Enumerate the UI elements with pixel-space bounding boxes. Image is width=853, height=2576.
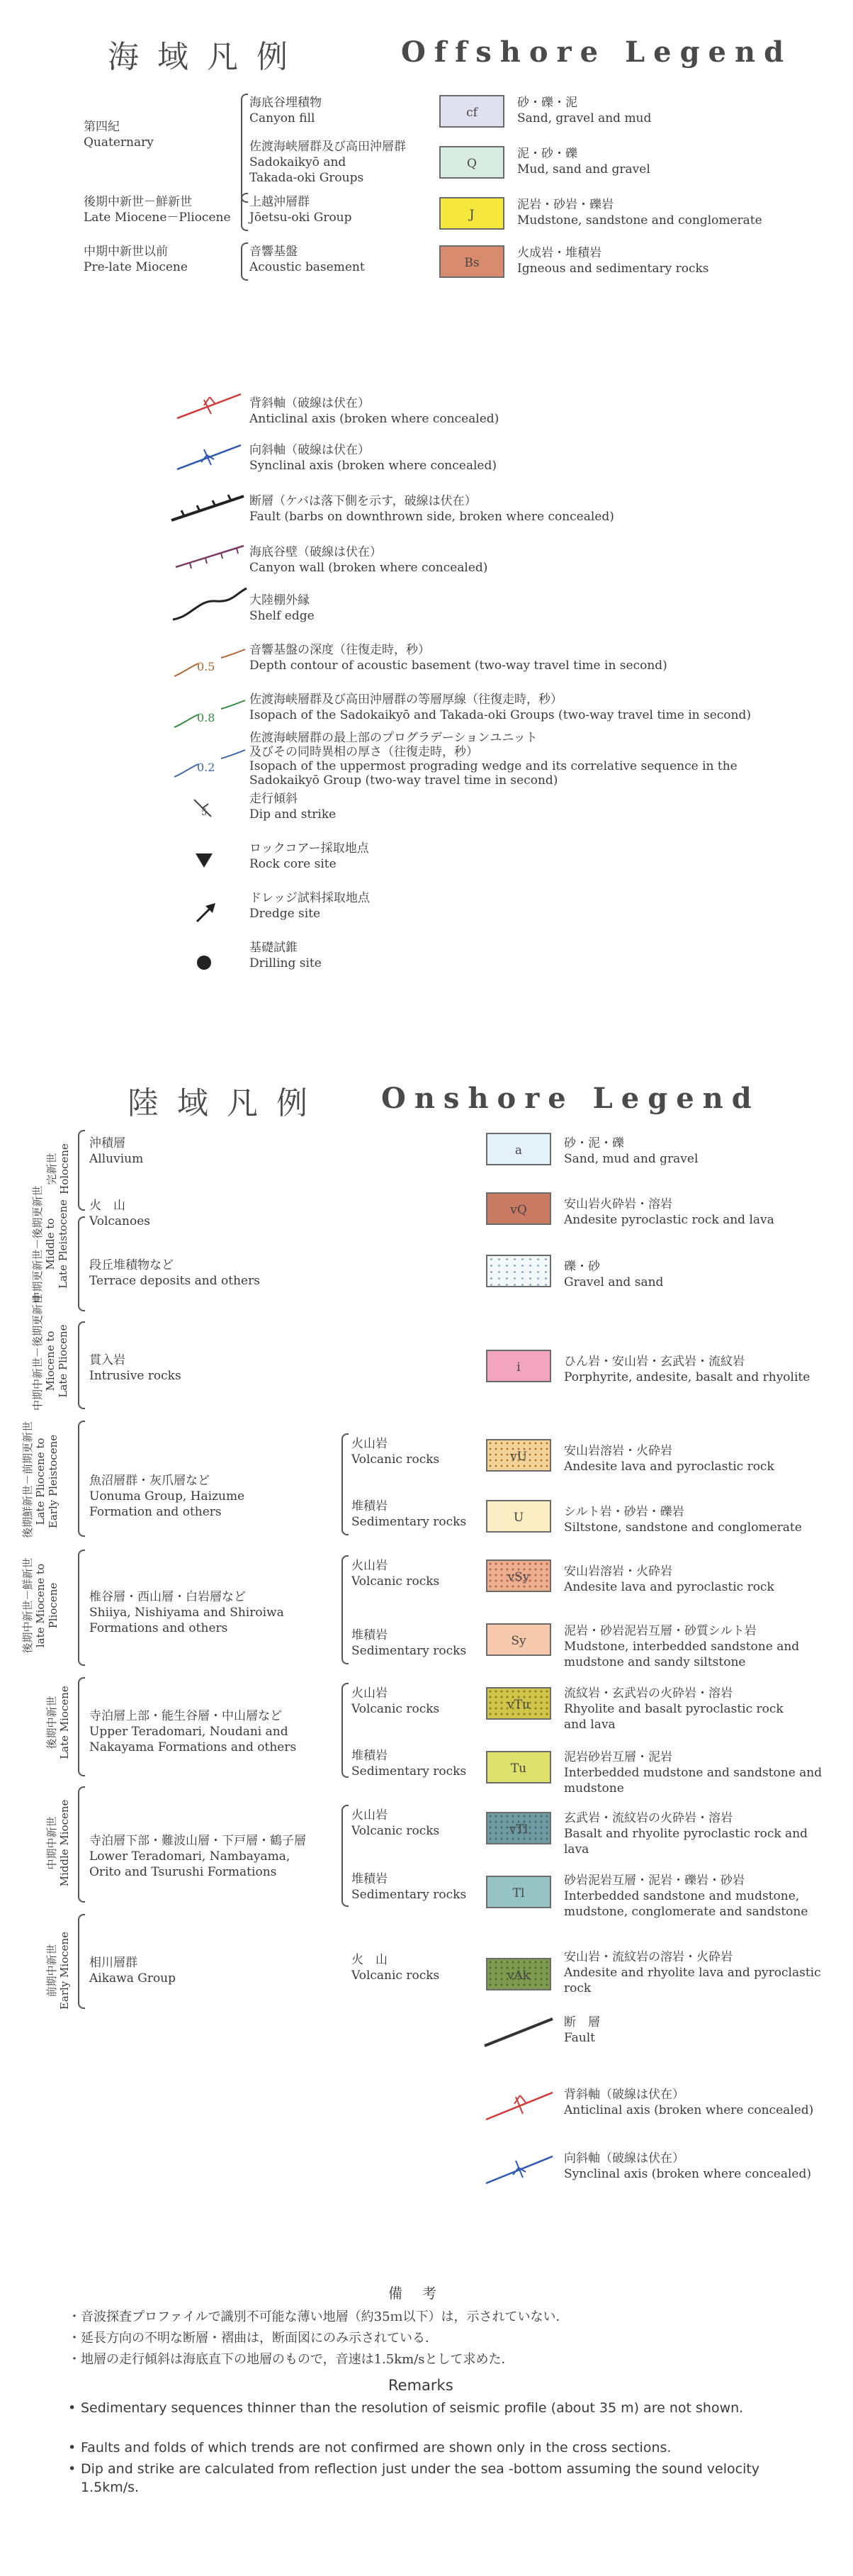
unit-desc-en: mudstone	[564, 1781, 624, 1796]
brace	[78, 1130, 85, 1211]
unit-desc-jp: ひん岩・安山岩・玄武岩・流紋岩	[564, 1355, 745, 1369]
unit-swatch-tu: Tu	[486, 1751, 551, 1783]
symbol-en: Anticlinal axis (broken where concealed)	[564, 2103, 814, 2117]
symbol-jp: 向斜軸（破線は伏在）	[249, 443, 370, 457]
unit-swatch-vtu: vTu	[486, 1687, 551, 1720]
unit-swatch-vtl: vTl	[486, 1812, 551, 1844]
formation-en: Nakayama Formations and others	[89, 1740, 297, 1754]
formation-en: Formations and others	[89, 1621, 228, 1635]
unit-desc-en: Basalt and rhyolite pyroclastic rock and	[564, 1827, 808, 1841]
brace	[78, 1914, 85, 2009]
unit-swatch-j: J	[439, 197, 504, 230]
unit-swatch-bs: Bs	[439, 245, 504, 278]
symbol-en: Isopach of the uppermost prograding wedge and its correlative sequence in the	[249, 759, 738, 773]
symbol-en: Canyon wall (broken where concealed)	[249, 561, 488, 575]
unit-desc-en: Porphyrite, andesite, basalt and rhyolite	[564, 1370, 810, 1384]
fault-icon	[171, 495, 244, 520]
onshore-symbol-icons	[482, 2006, 560, 2190]
symbol-en: Shelf edge	[249, 609, 315, 623]
symbol-jp: 走行傾斜	[249, 792, 298, 806]
symbol-jp: ドレッジ試料採取地点	[249, 891, 370, 905]
age-en: Late Miocene－Pliocene	[84, 211, 231, 225]
remarks-item-en: • Sedimentary sequences thinner than the resolution of seismic profile (about 35 m) are not shown.	[68, 2400, 744, 2416]
unit-desc-en: Siltstone, sandstone and conglomerate	[564, 1521, 802, 1535]
symbol-en: Synclinal axis (broken where concealed)	[564, 2167, 811, 2181]
remarks-item-en: • Dip and strike are calculated from reflection just under the sea -bottom assuming the sound velocity 1.5km/s.	[68, 2461, 760, 2495]
brace	[78, 1550, 85, 1666]
symbol-en: Fault	[564, 2031, 595, 2045]
rocktype-jp: 火山岩	[351, 1437, 388, 1451]
symbol-en: Synclinal axis (broken where concealed)	[249, 459, 497, 473]
remarks-item-jp: ・地層の走行傾斜は海底直下の地層のもので，音速は1.5km/sとして求めた．	[68, 2352, 514, 2367]
unit-desc-en: and lava	[564, 1718, 616, 1732]
rocktype-jp: 堆積岩	[351, 1628, 388, 1642]
rocktype-en: Sedimentary rocks	[351, 1644, 467, 1658]
unit-desc-en: Mudstone, interbedded sandstone and	[564, 1640, 800, 1654]
unit-desc-jp: 安山岩・流紋岩の溶岩・火砕岩	[564, 1950, 733, 1964]
formation-jp: 寺泊層下部・難波山層・下戸層・鶴子層	[89, 1834, 306, 1848]
rocktype-jp: 火山岩	[351, 1808, 388, 1822]
rocktype-en: Sedimentary rocks	[351, 1888, 467, 1902]
brace	[341, 1433, 349, 1535]
formation-jp: 椎谷層・西山層・白岩層など	[89, 1590, 246, 1604]
onshore-title-en: Onshore Legend	[381, 1082, 760, 1115]
age-label: 中期更新世－後期更新世 Middle to Late Pleistocene	[31, 1185, 69, 1303]
age-jp: 後期中新世－鮮新世	[84, 195, 192, 209]
unit-desc-jp: 泥・砂・礫	[517, 147, 577, 161]
unit-name-en: Acoustic basement	[249, 260, 365, 274]
unit-desc-en: Interbedded sandstone and mudstone,	[564, 1889, 800, 1903]
unit-name-en: Takada-oki Groups	[249, 171, 364, 185]
rocktype-jp: 火山岩	[351, 1559, 388, 1573]
unit-desc-en: Andesite lava and pyroclastic rock	[564, 1580, 774, 1594]
unit-name-jp: 音響基盤	[249, 245, 298, 259]
age-jp: 第四紀	[84, 120, 120, 134]
unit-desc-jp: 安山岩火砕岩・溶岩	[564, 1197, 672, 1211]
symbol-jp: 及びその同時異相の厚さ（往復走時，秒）	[249, 745, 478, 759]
age-label: 後期中新世 Late Miocene	[45, 1686, 71, 1759]
unit-swatch-vsy: vSy	[486, 1559, 551, 1592]
rocktype-jp: 火山岩	[351, 1686, 388, 1701]
unit-swatch-vq: vQ	[486, 1192, 551, 1225]
unit-swatch-u: U	[486, 1500, 551, 1533]
unit-desc-en: Rhyolite and basalt pyroclastic rock	[564, 1702, 784, 1716]
symbol-en: Isopach of the Sadokaikyō and Takada-oki Groups (two-way travel time in second)	[249, 708, 751, 722]
unit-desc-en: Andesite and rhyolite lava and pyroclastic	[564, 1966, 821, 1980]
rock-core-icon	[196, 853, 213, 868]
offshore-title-jp: 海域凡例	[108, 39, 306, 75]
unit-desc-jp: 泥岩・砂岩泥岩互層・砂質シルト岩	[564, 1624, 757, 1638]
rocktype-en: Volcanic rocks	[351, 1824, 440, 1838]
shelf-edge-icon	[173, 588, 247, 620]
offshore-symbol-icons	[170, 388, 255, 984]
symbol-jp: 基礎試錐	[249, 941, 298, 955]
unit-desc-jp: 砂・泥・礫	[564, 1136, 624, 1150]
unit-name-en: Jōetsu-oki Group	[249, 211, 352, 225]
remarks-item-en: • Faults and folds of which trends are not confirmed are shown only in the cross sections.	[68, 2440, 672, 2455]
unit-desc-jp: 砂・礫・泥	[517, 96, 577, 110]
formation-en: Aikawa Group	[89, 1971, 176, 1986]
symbol-jp: 向斜軸（破線は伏在）	[564, 2151, 684, 2166]
formation-jp: 相川層群	[89, 1956, 137, 1970]
unit-desc-jp: 安山岩溶岩・火砕岩	[564, 1444, 672, 1458]
brace	[341, 1683, 349, 1778]
symbol-en: Depth contour of acoustic basement (two-way travel time in second)	[249, 659, 667, 673]
unit-swatch-cf: cf	[439, 95, 504, 128]
contour-label: 0.5	[197, 660, 215, 673]
formation-en: Orito and Tsurushi Formations	[89, 1865, 277, 1879]
formation-jp: 寺泊層上部・能生谷層・中山層など	[89, 1709, 282, 1723]
brace	[78, 1216, 85, 1311]
rocktype-en: Sedimentary rocks	[351, 1515, 467, 1529]
remarks-title-jp: 備 考	[388, 2285, 439, 2302]
unit-desc-jp: 砂岩泥岩互層・泥岩・礫岩・砂岩	[564, 1874, 745, 1888]
rocktype-en: Volcanic rocks	[351, 1969, 440, 1983]
formation-en: Lower Teradomari, Nambayama,	[89, 1849, 290, 1864]
formation-en: Intrusive rocks	[89, 1369, 181, 1383]
brace	[241, 193, 248, 231]
unit-desc-en: Andesite lava and pyroclastic rock	[564, 1460, 774, 1474]
unit-desc-jp: シルト岩・砂岩・礫岩	[564, 1505, 684, 1519]
unit-desc-en: Sand, gravel and mud	[517, 111, 652, 125]
unit-desc-jp: 礫・砂	[564, 1260, 600, 1274]
unit-desc-en: mudstone and sandy siltstone	[564, 1655, 746, 1669]
symbol-en: Fault (barbs on downthrown side, broken where concealed)	[249, 510, 614, 524]
dredge-icon	[197, 903, 215, 922]
remarks-item-jp: ・音波探査プロファイルで識別不可能な薄い地層（約35ｍ以下）は，示されていない．	[68, 2309, 569, 2324]
formation-jp: 火 山	[89, 1199, 125, 1213]
age-label: 中期中新世 Middle Miocene	[45, 1799, 71, 1887]
dip-label: 5	[201, 807, 208, 818]
age-label: 後期鮮新世－前期更新世 Late Pliocene to Early Pleistocene	[21, 1421, 60, 1538]
unit-desc-en: Gravel and sand	[564, 1275, 664, 1289]
age-label: 後期中新世－鮮新世 late Miocene to Pliocene	[21, 1557, 60, 1654]
unit-desc-en: mudstone, conglomerate and sandstone	[564, 1905, 808, 1919]
formation-jp: 魚沼層群・灰爪層など	[89, 1474, 210, 1488]
age-label: 中期中新世－後期更新世 Miocene to Late Pliocene	[31, 1293, 69, 1411]
symbol-jp: 断 層	[564, 2015, 600, 2029]
formation-en: Uonuma Group, Haizume	[89, 1489, 245, 1503]
symbol-en: Drilling site	[249, 956, 322, 970]
unit-swatch-i: i	[486, 1350, 551, 1382]
unit-name-en: Sadokaikyō and	[249, 155, 346, 169]
unit-desc-jp: 泥岩・砂岩・礫岩	[517, 198, 614, 212]
formation-jp: 段丘堆積物など	[89, 1258, 174, 1272]
symbol-jp: 背斜軸（破線は伏在）	[564, 2088, 684, 2102]
unit-swatch-vak: vAk	[486, 1958, 551, 1990]
brace	[78, 1321, 85, 1409]
syncline-icon	[486, 2156, 553, 2183]
remarks-item-jp: ・延長方向の不明な断層・褶曲は，断面図にのみ示されている．	[68, 2331, 438, 2346]
rocktype-jp: 堆積岩	[351, 1872, 388, 1886]
anticline-icon	[486, 2093, 553, 2119]
unit-swatch-tl: Tl	[486, 1876, 551, 1908]
canyon-wall-icon	[176, 546, 244, 569]
formation-en: Volcanoes	[89, 1214, 151, 1228]
unit-desc-en: Mudstone, sandstone and conglomerate	[517, 213, 762, 228]
symbol-en: Anticlinal axis (broken where concealed)	[249, 412, 499, 426]
remarks-title-en: Remarks	[388, 2377, 453, 2394]
formation-jp: 貫入岩	[89, 1353, 125, 1367]
unit-desc-jp: 安山岩溶岩・火砕岩	[564, 1564, 672, 1579]
symbol-jp: ロックコアー採取地点	[249, 841, 369, 856]
rocktype-en: Volcanic rocks	[351, 1452, 440, 1467]
unit-name-en: Canyon fill	[249, 111, 315, 125]
unit-swatch-vu: vU	[486, 1439, 551, 1472]
brace	[78, 1786, 85, 1903]
brace	[341, 1805, 349, 1907]
symbol-jp: 背斜軸（破線は伏在）	[249, 396, 370, 410]
brace	[78, 1677, 85, 1776]
rocktype-jp: 堆積岩	[351, 1749, 388, 1763]
unit-desc-en: Sand, mud and gravel	[564, 1152, 699, 1166]
symbol-jp: 佐渡海峡層群の最上部のプログラデーションユニット	[249, 731, 538, 745]
age-en: Quaternary	[84, 135, 154, 150]
unit-swatch-sy: Sy	[486, 1623, 551, 1656]
symbol-en: Dredge site	[249, 907, 321, 921]
age-en: Pre-late Miocene	[84, 260, 188, 274]
symbol-en: Dip and strike	[249, 807, 337, 822]
brace	[341, 1555, 349, 1664]
unit-desc-en: lava	[564, 1842, 589, 1857]
rocktype-jp: 火 山	[351, 1953, 388, 1967]
symbol-jp: 大陸棚外縁	[249, 593, 310, 607]
onshore-title-jp: 陸域凡例	[128, 1085, 326, 1121]
unit-desc-en: Andesite pyroclastic rock and lava	[564, 1213, 774, 1227]
unit-swatch-gravel	[486, 1255, 551, 1287]
unit-name-jp: 海底谷埋積物	[249, 96, 322, 110]
drilling-icon	[197, 956, 211, 970]
symbol-en: Rock core site	[249, 857, 337, 871]
contour-label: 0.8	[197, 711, 215, 724]
formation-en: Upper Teradomari, Noudani and	[89, 1725, 288, 1739]
symbol-jp: 断層（ケバは落下側を示す，破線は伏在）	[249, 494, 477, 508]
brace	[241, 94, 248, 203]
unit-name-jp: 上越沖層群	[249, 195, 310, 209]
rocktype-jp: 堆積岩	[351, 1499, 388, 1513]
unit-desc-en: Mud, sand and gravel	[517, 162, 650, 177]
fault-line-icon	[485, 2019, 553, 2046]
offshore-title-en: Offshore Legend	[401, 35, 793, 69]
rocktype-en: Sedimentary rocks	[351, 1764, 467, 1779]
anticline-icon	[177, 394, 241, 418]
age-label: 完新世 Holocene	[45, 1143, 71, 1194]
syncline-icon	[177, 445, 241, 469]
unit-swatch-a: a	[486, 1133, 551, 1165]
formation-en: Formation and others	[89, 1505, 222, 1519]
brace	[241, 242, 248, 281]
symbol-jp: 音響基盤の深度（往復走時，秒）	[249, 643, 430, 657]
unit-desc-jp: 流紋岩・玄武岩の火砕岩・溶岩	[564, 1686, 733, 1701]
unit-desc-jp: 火成岩・堆積岩	[517, 246, 601, 260]
formation-jp: 沖積層	[89, 1136, 125, 1150]
symbol-en: Sadokaikyō Group (two-way travel time in second)	[249, 773, 558, 788]
unit-desc-en: Interbedded mudstone and sandstone and	[564, 1766, 823, 1780]
unit-desc-en: rock	[564, 1981, 592, 1995]
age-jp: 中期中新世以前	[84, 245, 168, 259]
rocktype-en: Volcanic rocks	[351, 1702, 440, 1716]
symbol-jp: 海底谷壁（破線は伏在）	[249, 545, 382, 559]
rocktype-en: Volcanic rocks	[351, 1574, 440, 1589]
formation-en: Terrace deposits and others	[89, 1274, 260, 1288]
formation-en: Shiiya, Nishiyama and Shiroiwa	[89, 1606, 284, 1620]
unit-desc-en: Igneous and sedimentary rocks	[517, 262, 709, 276]
unit-name-jp: 佐渡海峡層群及び高田沖層群	[249, 140, 406, 154]
unit-desc-jp: 玄武岩・流紋岩の火砕岩・溶岩	[564, 1811, 733, 1825]
unit-desc-jp: 泥岩砂岩互層・泥岩	[564, 1750, 672, 1764]
symbol-jp: 佐渡海峡層群及び高田沖層群の等層厚線（往復走時，秒）	[249, 693, 563, 707]
formation-en: Alluvium	[89, 1152, 144, 1166]
age-label: 前期中新世 Early Miocene	[45, 1931, 71, 2010]
unit-swatch-q: Q	[439, 146, 504, 179]
brace	[78, 1421, 85, 1537]
contour-label: 0.2	[197, 761, 215, 774]
